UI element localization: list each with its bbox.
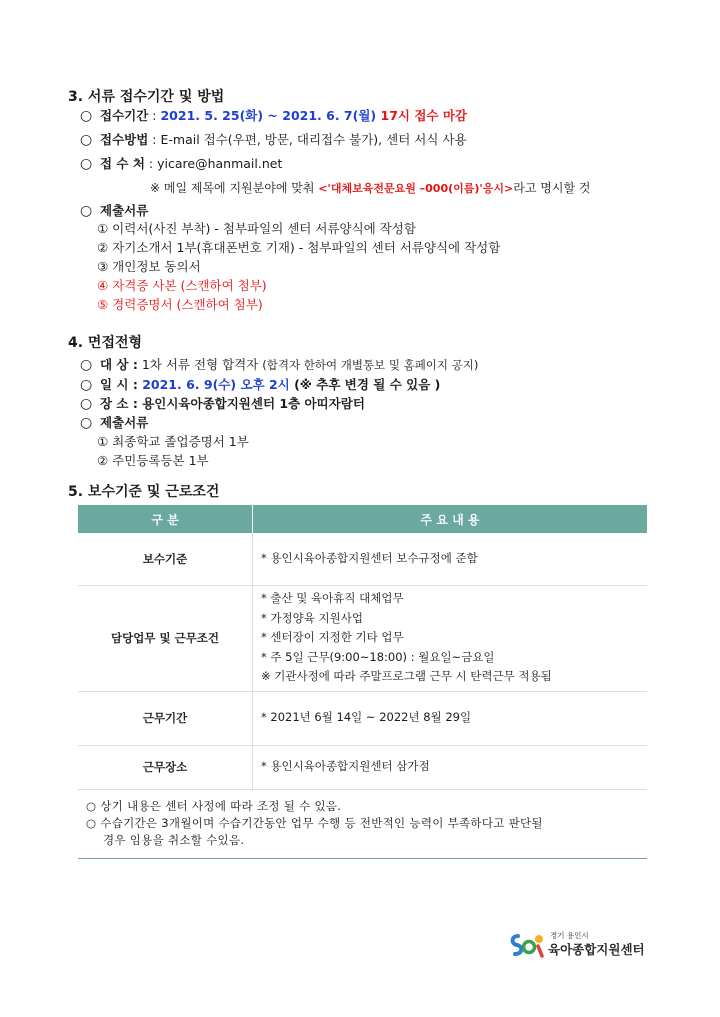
section5-heading: 5. 보수기준 및 근로조건 xyxy=(68,484,220,500)
table-header-row xyxy=(78,505,647,533)
note-line: ○ 수습기간은 3개월이며 수습기간동안 업무 수행 등 전반적인 능력이 부족하다고 판단될 xyxy=(86,816,543,830)
s3-doc-item: ② 자기소개서 1부(휴대폰번호 기재) - 첨부파일의 센터 서류양식에 작성함 xyxy=(97,240,501,255)
period-value: 2021. 5. 25(화) ~ 2021. 6. 7(월) xyxy=(160,108,377,123)
bullet-icon: ○ xyxy=(80,415,93,431)
period-deadline: 17시 접수 마감 xyxy=(376,108,467,123)
bullet-icon: ○ xyxy=(80,156,93,172)
bullet-icon: ○ xyxy=(80,396,93,412)
s3-method-row: ○ 접수방법 : E-mail 접수(우편, 방문, 대리접수 불가), 센터 서식 사용 xyxy=(80,132,467,148)
row-label: 근무장소 xyxy=(78,745,253,789)
table-row xyxy=(78,745,647,789)
row-content: * 2021년 6월 14일 ~ 2022년 8월 29일 xyxy=(253,691,648,745)
s3-dest-row: ○ 접 수 처 : yicare@hanmail.net xyxy=(80,156,283,172)
bullet-icon: ○ xyxy=(80,108,93,124)
logo-small-text: 경기 용인시 xyxy=(550,931,589,940)
s3-doc-item: ⑤ 경력증명서 (스캔하여 첨부) xyxy=(97,297,263,312)
row-label: 근무기간 xyxy=(78,691,253,745)
section4-heading: 4. 면접전형 xyxy=(68,335,143,351)
s3-mail-note: ※ 메일 제목에 지원분야에 맞춰 <'대체보육전문요원 –000(이름)'응시>라고 명시할 것 xyxy=(150,181,591,195)
row-label: 보수기준 xyxy=(78,533,253,585)
bullet-icon: ○ xyxy=(80,357,93,373)
row-content: * 용인시육아종합지원센터 보수규정에 준함 xyxy=(253,533,648,585)
s3-docs-row: ○ 제출서류 xyxy=(80,203,149,219)
section3-heading: 3. 서류 접수기간 및 방법 xyxy=(68,89,225,105)
bullet-icon: ○ xyxy=(80,377,93,393)
s4-date-row: ○ 일 시 : 2021. 6. 9(수) 오후 2시 (※ 추후 변경 될 수 있음 ) xyxy=(80,377,441,393)
table-header-content: 주 요 내 용 xyxy=(253,505,648,533)
s4-place-row: ○ 장 소 : 용인시육아종합지원센터 1층 아띠자람터 xyxy=(80,396,365,412)
logo-mark-icon xyxy=(508,932,548,958)
pay-conditions-table xyxy=(78,505,647,790)
interview-date: 2021. 6. 9(수) 오후 2시 xyxy=(137,377,290,392)
logo-name-text: 육아종합지원센터 xyxy=(548,942,645,957)
s4-docs-row: ○ 제출서류 xyxy=(80,415,149,431)
table-row xyxy=(78,585,647,691)
note-line: 경우 임용을 취소할 수있음. xyxy=(103,833,245,847)
s3-doc-item: ① 이력서(사진 부착) - 첨부파일의 센터 서류양식에 작성함 xyxy=(97,221,416,236)
bullet-icon: ○ xyxy=(80,203,93,219)
row-content: * 출산 및 육아휴직 대체업무 * 가정양육 지원사업 * 센터장이 지정한 기타 업무 * 주 5일 근무(9:00~18:00) : 월요일~금요일 ※ 기관사정에 따라 주말프로그램 근무 시 탄력근무 적용됨 xyxy=(253,585,648,691)
bullet-icon: ○ xyxy=(80,132,93,148)
s3-period-row: ○ 접수기간 : 2021. 5. 25(화) ~ 2021. 6. 7(월) 17시 접수 마감 xyxy=(80,108,467,124)
s3-doc-item: ③ 개인정보 동의서 xyxy=(97,259,201,274)
s3-doc-item: ④ 자격증 사본 (스캔하여 첨부) xyxy=(97,278,267,293)
email-link[interactable]: yicare@hanmail.net xyxy=(157,156,283,171)
table-header-category: 구 분 xyxy=(78,505,253,533)
s4-doc-item: ① 최종학교 졸업증명서 1부 xyxy=(97,434,249,449)
table-row xyxy=(78,691,647,745)
s4-doc-item: ② 주민등록등본 1부 xyxy=(97,453,209,468)
table-row xyxy=(78,533,647,585)
row-label: 담당업무 및 근무조건 xyxy=(78,585,253,691)
table-notes xyxy=(78,792,647,859)
row-content: * 용인시육아종합지원센터 삼가점 xyxy=(253,745,648,789)
s4-target-row: ○ 대 상 : 1차 서류 전형 합격자 (합격자 한하여 개별통보 및 홈페이지 공지) xyxy=(80,357,479,373)
note-line: ○ 상기 내용은 센터 사정에 따라 조정 될 수 있음. xyxy=(86,799,342,813)
mail-subject-format: <'대체보육전문요원 –000(이름)'응시> xyxy=(318,182,514,195)
